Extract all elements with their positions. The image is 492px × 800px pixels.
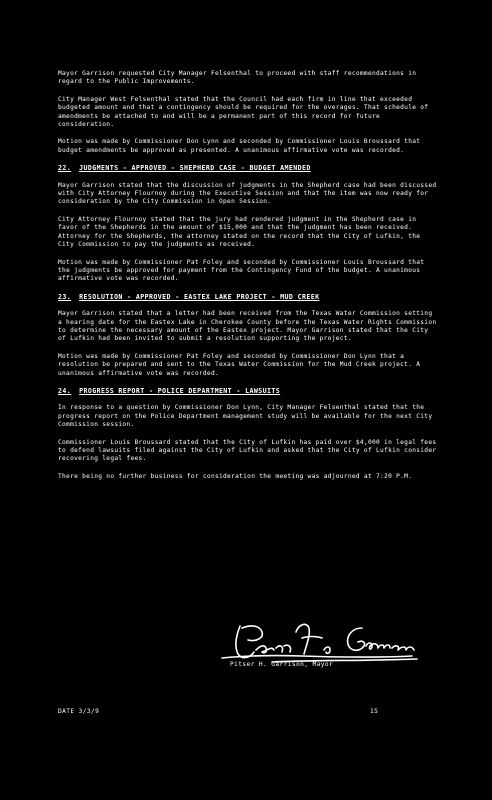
signer-name: Pitser H. Garrison, Mayor — [230, 661, 334, 668]
section-paragraph: Mayor Garrison stated that a letter had been received from the Texas Water Commission setting a hearing date for the Eastex Lake in Cherokee County before the Texas Water Rights Commission to determine the necessary amount of the Eastex project. Mayor Garrison stated that the City of Lufkin had been invited to submit a resolution supporting the project. — [58, 310, 437, 343]
closing-paragraph: There being no further business for consideration the meeting was adjourned at 7:20 P.M. — [58, 472, 413, 480]
minutes-body — [58, 70, 438, 490]
section-number: 22. — [58, 164, 72, 173]
section-title: RESOLUTION - APPROVED - EASTEX LAKE PROJECT - MUD CREEK — [79, 292, 320, 301]
section-paragraph: In response to a question by Commissioner Don Lynn, City Manager Felsenthal stated that the progress report on the Police Department management study will be available for the next City Commission session. — [58, 404, 433, 429]
section-number: 23. — [58, 292, 72, 301]
section-title: JUDGMENTS - APPROVED - SHEPHERD CASE - BUDGET AMENDED — [79, 164, 311, 173]
footer-page-number: 15 — [370, 708, 379, 715]
section-title: PROGRESS REPORT - POLICE DEPARTMENT - LAWSUITS — [79, 386, 281, 395]
section-paragraph: City Attorney Flournoy stated that the jury had rendered judgment in the Shepherd case in favor of the Shepherds in the amount of $15,000 and that the judgment has been received. Attorney for the Shepherds, the attorney stated on the record that the City of Lufkin, the City Commission to pay the judgments as received. — [58, 215, 421, 249]
intro-paragraph: Mayor Garrison requested City Manager Felsenthal to proceed with staff recommendations in regard to the Public Improvements. — [58, 70, 417, 86]
section-paragraph: Motion was made by Commissioner Pat Foley and seconded by Commissioner Louis Broussard that the judgments be approved for payment from the Contingency Fund of the budget. A unanimous affirmative vote was recorded. — [58, 258, 425, 283]
section-heading — [58, 387, 438, 395]
section-heading — [58, 293, 438, 301]
section-paragraph: Commissioner Louis Broussard stated that the City of Lufkin has paid over $4,000 in legal fees to defend lawsuits filed against the City of Lufkin and asked that the City of Lufkin consider recovering legal fees. — [58, 438, 437, 463]
intro-paragraph: Motion was made by Commissioner Don Lynn and seconded by Commissioner Louis Broussard that budget amendments be approved as presented. A unanimous affirmative vote was recorded. — [58, 138, 421, 154]
section-number: 24. — [58, 386, 72, 395]
footer-date: DATE 3/3/9 — [58, 708, 100, 715]
intro-paragraph: City Manager West Felsenthal stated that the Council had each firm in line that exceeded budgeted amount and that a contingency should be required for the overages. That schedule of amendments be attached to and will be a permanent part of this record for future consideration. — [58, 95, 429, 129]
section-paragraph: Motion was made by Commissioner Pat Foley and seconded by Commissioner Don Lynn that a resolution be prepared and sent to the Texas Water Commission for the Mud Creek project. A unanimous affirmative vote was recorded. — [58, 352, 421, 377]
section-heading — [58, 164, 438, 172]
section-paragraph: Mayor Garrison stated that the discussion of judgments in the Shepherd case had been discussed with City Attorney Flournoy during the Executive Session and that the item was now ready for consideration by the City Commission in Open Session. — [58, 181, 437, 206]
